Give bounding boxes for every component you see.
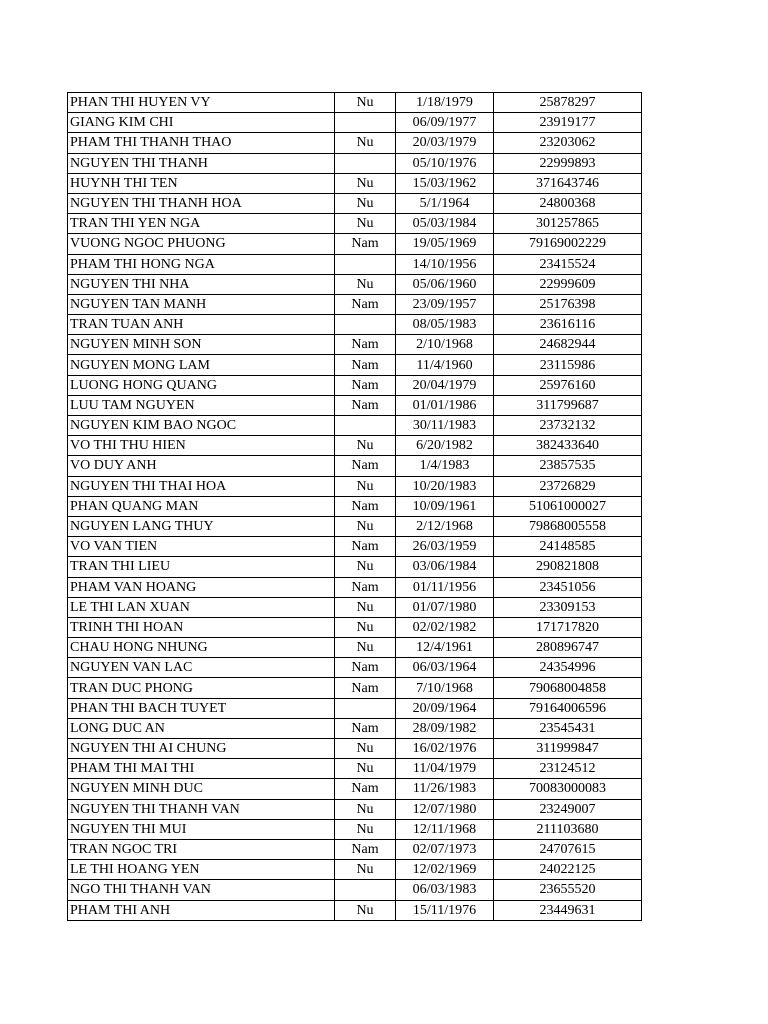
table-row	[68, 577, 642, 597]
dob-cell: 26/03/1959	[396, 537, 494, 557]
id-cell: 25176398	[494, 294, 642, 314]
sex-cell: Nu	[335, 93, 396, 113]
id-cell: 23545431	[494, 718, 642, 738]
sex-cell: Nam	[335, 537, 396, 557]
sex-cell: Nam	[335, 234, 396, 254]
dob-cell: 20/04/1979	[396, 375, 494, 395]
table-row	[68, 395, 642, 415]
id-cell: 23115986	[494, 355, 642, 375]
name-cell: NGUYEN KIM BAO NGOC	[68, 416, 335, 436]
dob-cell: 1/4/1983	[396, 456, 494, 476]
dob-cell: 01/01/1986	[396, 395, 494, 415]
dob-cell: 02/02/1982	[396, 617, 494, 637]
id-cell: 23655520	[494, 880, 642, 900]
id-cell: 23451056	[494, 577, 642, 597]
id-cell: 23124512	[494, 759, 642, 779]
name-cell: TRAN THI LIEU	[68, 557, 335, 577]
name-cell: PHAN THI BACH TUYET	[68, 698, 335, 718]
table-row	[68, 294, 642, 314]
name-cell: CHAU HONG NHUNG	[68, 638, 335, 658]
id-cell: 79164006596	[494, 698, 642, 718]
id-cell: 290821808	[494, 557, 642, 577]
id-cell: 22999609	[494, 274, 642, 294]
table-row	[68, 617, 642, 637]
name-cell: VUONG NGOC PHUONG	[68, 234, 335, 254]
id-cell: 23732132	[494, 416, 642, 436]
table-row	[68, 113, 642, 133]
name-cell: TRAN NGOC TRI	[68, 839, 335, 859]
sex-cell: Nu	[335, 557, 396, 577]
name-cell: NGUYEN TAN MANH	[68, 294, 335, 314]
sex-cell: Nam	[335, 335, 396, 355]
sex-cell: Nu	[335, 860, 396, 880]
id-cell: 24707615	[494, 839, 642, 859]
dob-cell: 1/18/1979	[396, 93, 494, 113]
dob-cell: 06/09/1977	[396, 113, 494, 133]
sex-cell: Nu	[335, 173, 396, 193]
name-cell: NGUYEN VAN LAC	[68, 658, 335, 678]
name-cell: NGUYEN THI THAI HOA	[68, 476, 335, 496]
name-cell: TRINH THI HOAN	[68, 617, 335, 637]
sex-cell: Nam	[335, 779, 396, 799]
dob-cell: 01/11/1956	[396, 577, 494, 597]
sex-cell: Nu	[335, 759, 396, 779]
id-cell: 23857535	[494, 456, 642, 476]
sex-cell: Nam	[335, 395, 396, 415]
dob-cell: 06/03/1964	[396, 658, 494, 678]
table-row	[68, 819, 642, 839]
table-row	[68, 214, 642, 234]
id-cell: 23203062	[494, 133, 642, 153]
table-row	[68, 638, 642, 658]
sex-cell	[335, 315, 396, 335]
sex-cell: Nu	[335, 274, 396, 294]
sex-cell	[335, 153, 396, 173]
sex-cell: Nu	[335, 617, 396, 637]
name-cell: NGUYEN THI THANH VAN	[68, 799, 335, 819]
id-cell: 311999847	[494, 739, 642, 759]
dob-cell: 05/03/1984	[396, 214, 494, 234]
table-row	[68, 456, 642, 476]
name-cell: VO VAN TIEN	[68, 537, 335, 557]
table-row	[68, 476, 642, 496]
id-cell: 371643746	[494, 173, 642, 193]
table-row	[68, 93, 642, 113]
name-cell: NGUYEN THI AI CHUNG	[68, 739, 335, 759]
dob-cell: 11/4/1960	[396, 355, 494, 375]
table-row	[68, 698, 642, 718]
table-row	[68, 416, 642, 436]
name-cell: HUYNH THI TEN	[68, 173, 335, 193]
table-row	[68, 779, 642, 799]
sex-cell: Nu	[335, 597, 396, 617]
id-cell: 70083000083	[494, 779, 642, 799]
table-row	[68, 597, 642, 617]
sex-cell: Nu	[335, 819, 396, 839]
name-cell: NGUYEN THI THANH	[68, 153, 335, 173]
name-cell: GIANG KIM CHI	[68, 113, 335, 133]
name-cell: PHAM THI ANH	[68, 900, 335, 920]
table-row	[68, 375, 642, 395]
dob-cell: 20/03/1979	[396, 133, 494, 153]
id-cell: 24354996	[494, 658, 642, 678]
id-cell: 280896747	[494, 638, 642, 658]
dob-cell: 2/10/1968	[396, 335, 494, 355]
dob-cell: 30/11/1983	[396, 416, 494, 436]
sex-cell	[335, 254, 396, 274]
sex-cell: Nu	[335, 516, 396, 536]
sex-cell: Nam	[335, 294, 396, 314]
name-cell: TRAN DUC PHONG	[68, 678, 335, 698]
table-row	[68, 335, 642, 355]
name-cell: PHAM VAN HOANG	[68, 577, 335, 597]
table-row	[68, 839, 642, 859]
dob-cell: 02/07/1973	[396, 839, 494, 859]
sex-cell: Nam	[335, 658, 396, 678]
dob-cell: 6/20/1982	[396, 436, 494, 456]
name-cell: LUU TAM NGUYEN	[68, 395, 335, 415]
sex-cell: Nam	[335, 718, 396, 738]
sex-cell	[335, 880, 396, 900]
sex-cell: Nam	[335, 496, 396, 516]
name-cell: PHAM THI THANH THAO	[68, 133, 335, 153]
sex-cell: Nu	[335, 133, 396, 153]
sex-cell: Nu	[335, 214, 396, 234]
table-row	[68, 254, 642, 274]
id-cell: 23309153	[494, 597, 642, 617]
table-row	[68, 234, 642, 254]
dob-cell: 12/07/1980	[396, 799, 494, 819]
name-cell: VO THI THU HIEN	[68, 436, 335, 456]
table-row	[68, 718, 642, 738]
sex-cell	[335, 113, 396, 133]
dob-cell: 06/03/1983	[396, 880, 494, 900]
table-row	[68, 900, 642, 920]
id-cell: 23919177	[494, 113, 642, 133]
name-cell: PHAM THI HONG NGA	[68, 254, 335, 274]
table-row	[68, 658, 642, 678]
sex-cell: Nu	[335, 799, 396, 819]
table-row	[68, 173, 642, 193]
id-cell: 171717820	[494, 617, 642, 637]
name-cell: PHAN QUANG MAN	[68, 496, 335, 516]
sex-cell: Nu	[335, 193, 396, 213]
name-cell: TRAN TUAN ANH	[68, 315, 335, 335]
table-row	[68, 436, 642, 456]
table-row	[68, 739, 642, 759]
dob-cell: 05/06/1960	[396, 274, 494, 294]
records-table-body	[68, 93, 642, 921]
id-cell: 25878297	[494, 93, 642, 113]
id-cell: 24800368	[494, 193, 642, 213]
id-cell: 23616116	[494, 315, 642, 335]
id-cell: 51061000027	[494, 496, 642, 516]
sex-cell: Nam	[335, 678, 396, 698]
id-cell: 23726829	[494, 476, 642, 496]
sex-cell: Nu	[335, 900, 396, 920]
name-cell: TRAN THI YEN NGA	[68, 214, 335, 234]
table-row	[68, 315, 642, 335]
sex-cell: Nu	[335, 476, 396, 496]
id-cell: 23415524	[494, 254, 642, 274]
table-row	[68, 799, 642, 819]
dob-cell: 28/09/1982	[396, 718, 494, 738]
id-cell: 79169002229	[494, 234, 642, 254]
table-row	[68, 880, 642, 900]
dob-cell: 11/04/1979	[396, 759, 494, 779]
dob-cell: 14/10/1956	[396, 254, 494, 274]
dob-cell: 12/02/1969	[396, 860, 494, 880]
table-row	[68, 153, 642, 173]
id-cell: 211103680	[494, 819, 642, 839]
id-cell: 23249007	[494, 799, 642, 819]
id-cell: 25976160	[494, 375, 642, 395]
dob-cell: 19/05/1969	[396, 234, 494, 254]
name-cell: LUONG HONG QUANG	[68, 375, 335, 395]
dob-cell: 5/1/1964	[396, 193, 494, 213]
sex-cell: Nam	[335, 577, 396, 597]
sex-cell: Nam	[335, 375, 396, 395]
id-cell: 23449631	[494, 900, 642, 920]
dob-cell: 03/06/1984	[396, 557, 494, 577]
table-row	[68, 678, 642, 698]
name-cell: NGUYEN LANG THUY	[68, 516, 335, 536]
id-cell: 24148585	[494, 537, 642, 557]
name-cell: NGUYEN THI NHA	[68, 274, 335, 294]
sex-cell: Nam	[335, 355, 396, 375]
dob-cell: 05/10/1976	[396, 153, 494, 173]
name-cell: NGUYEN MINH SON	[68, 335, 335, 355]
dob-cell: 7/10/1968	[396, 678, 494, 698]
sex-cell: Nu	[335, 739, 396, 759]
name-cell: LONG DUC AN	[68, 718, 335, 738]
name-cell: NGUYEN THI THANH HOA	[68, 193, 335, 213]
dob-cell: 12/11/1968	[396, 819, 494, 839]
table-row	[68, 557, 642, 577]
table-row	[68, 516, 642, 536]
id-cell: 382433640	[494, 436, 642, 456]
sex-cell: Nam	[335, 839, 396, 859]
name-cell: PHAM THI MAI THI	[68, 759, 335, 779]
name-cell: NGUYEN MONG LAM	[68, 355, 335, 375]
table-row	[68, 759, 642, 779]
table-row	[68, 496, 642, 516]
records-table	[67, 92, 642, 921]
dob-cell: 20/09/1964	[396, 698, 494, 718]
dob-cell: 10/20/1983	[396, 476, 494, 496]
dob-cell: 2/12/1968	[396, 516, 494, 536]
name-cell: NGUYEN THI MUI	[68, 819, 335, 839]
table-row	[68, 133, 642, 153]
dob-cell: 15/11/1976	[396, 900, 494, 920]
name-cell: LE THI LAN XUAN	[68, 597, 335, 617]
id-cell: 24682944	[494, 335, 642, 355]
table-row	[68, 537, 642, 557]
sex-cell: Nu	[335, 638, 396, 658]
sex-cell	[335, 416, 396, 436]
id-cell: 79068004858	[494, 678, 642, 698]
table-row	[68, 274, 642, 294]
name-cell: LE THI HOANG YEN	[68, 860, 335, 880]
dob-cell: 15/03/1962	[396, 173, 494, 193]
sex-cell: Nam	[335, 456, 396, 476]
id-cell: 301257865	[494, 214, 642, 234]
id-cell: 311799687	[494, 395, 642, 415]
dob-cell: 08/05/1983	[396, 315, 494, 335]
sex-cell	[335, 698, 396, 718]
table-row	[68, 860, 642, 880]
id-cell: 22999893	[494, 153, 642, 173]
name-cell: VO DUY ANH	[68, 456, 335, 476]
table-row	[68, 355, 642, 375]
dob-cell: 10/09/1961	[396, 496, 494, 516]
name-cell: NGO THI THANH VAN	[68, 880, 335, 900]
sex-cell: Nu	[335, 436, 396, 456]
dob-cell: 11/26/1983	[396, 779, 494, 799]
dob-cell: 16/02/1976	[396, 739, 494, 759]
dob-cell: 12/4/1961	[396, 638, 494, 658]
table-row	[68, 193, 642, 213]
dob-cell: 23/09/1957	[396, 294, 494, 314]
name-cell: PHAN THI HUYEN VY	[68, 93, 335, 113]
dob-cell: 01/07/1980	[396, 597, 494, 617]
name-cell: NGUYEN MINH DUC	[68, 779, 335, 799]
id-cell: 24022125	[494, 860, 642, 880]
id-cell: 79868005558	[494, 516, 642, 536]
